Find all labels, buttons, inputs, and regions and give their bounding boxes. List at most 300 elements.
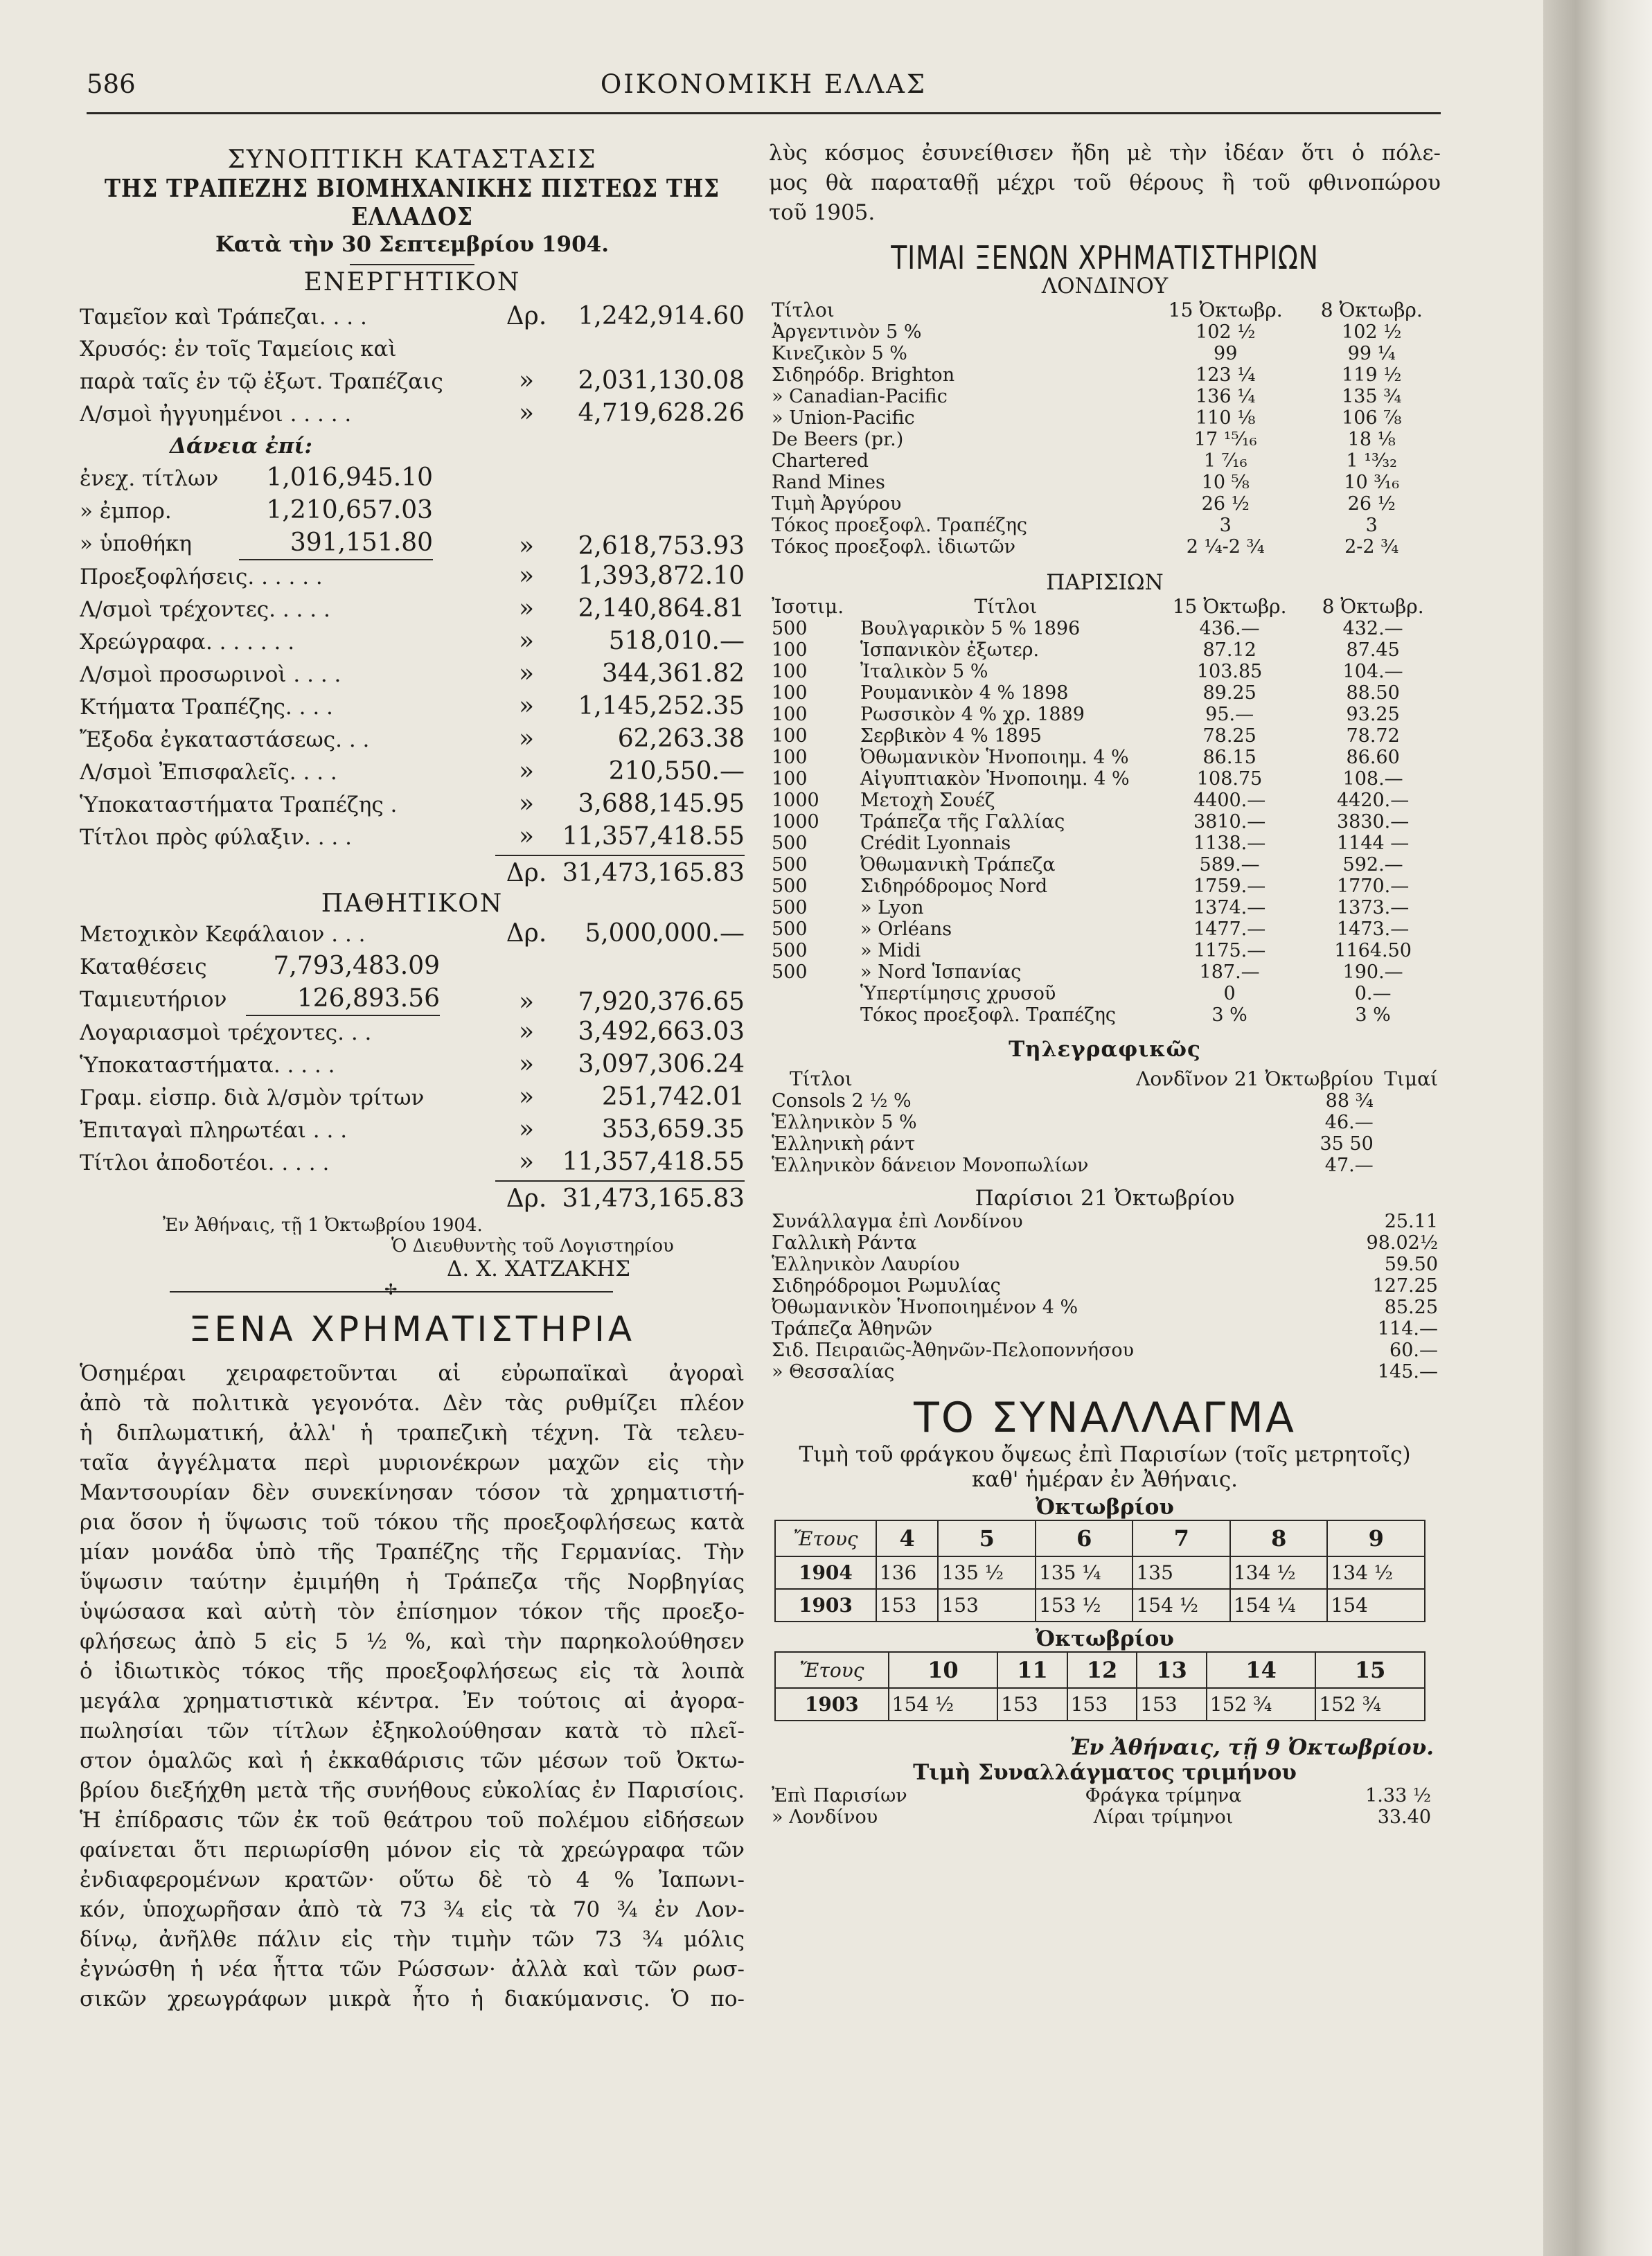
row-marker: Δρ.	[506, 302, 547, 330]
year-cell: 1903	[775, 1589, 876, 1622]
year-header: Ἔτους	[775, 1652, 889, 1688]
article-continuation	[769, 139, 1441, 228]
signer-role: Ὁ Διευθυντὴς τοῦ Λογιστηρίου	[391, 1236, 674, 1256]
sub-label: » ἐμπορ.	[80, 499, 172, 524]
exchange-subtitle-1: Τιμὴ τοῦ φράγκου ὄψεως ἐπὶ Παρισίων (τοῖς μετρητοῖς)	[799, 1442, 1411, 1467]
table-cell: Ρωσσικὸν 4 % χρ. 1889	[860, 704, 1085, 725]
value-cell: 135 ¼	[1036, 1556, 1133, 1589]
row-value: 353,659.35	[601, 1115, 745, 1144]
table-row	[769, 639, 1441, 661]
table-cell: 35 50	[1320, 1133, 1374, 1155]
row-label: Λ/σμοὶ προσωρινοὶ . . . .	[80, 662, 341, 687]
table-cell: 136 ¼	[1196, 386, 1256, 407]
statement-row	[80, 1146, 745, 1179]
row-value: 344,361.82	[601, 659, 745, 688]
article-line: Ὁσημέραι χειραφετοῦνται αἱ εὐρωπαϊκαὶ ἀγοραὶ	[80, 1361, 745, 1386]
loans-total-marker: »	[518, 532, 535, 560]
value-cell: 154 ¼	[1230, 1589, 1328, 1622]
table-cell: Ὑπερτίμησις χρυσοῦ	[860, 983, 1056, 1004]
table-cell: » Orléans	[860, 918, 952, 940]
table-cell: Τράπεζα Ἀθηνῶν	[772, 1318, 933, 1340]
table-cell: 87.12	[1202, 639, 1256, 661]
table-row	[775, 1556, 1425, 1589]
row-value: 2,031,130.08	[578, 366, 745, 395]
table-cell: 135 ¾	[1342, 386, 1402, 407]
table-row	[769, 854, 1441, 876]
col-header: 8 Ὀκτωβρ.	[1320, 299, 1423, 321]
table-cell: Τράπεζα τῆς Γαλλίας	[860, 811, 1065, 833]
article-line: Ἡ ἐπίδρασις τῶν ἐκ τοῦ θεάτρου τοῦ πολέμου εἰδήσεων	[80, 1808, 745, 1833]
divider	[350, 264, 474, 265]
right-column	[769, 139, 1441, 1828]
table-row	[769, 1275, 1441, 1297]
exchange-table-1	[774, 1520, 1425, 1622]
table-cell: 1473.—	[1336, 918, 1410, 940]
table-cell: 78.72	[1346, 725, 1400, 747]
value-cell: 154 ½	[889, 1688, 998, 1721]
row-marker: »	[518, 1083, 535, 1111]
value-cell: 135	[1133, 1556, 1230, 1589]
liab-total-marker: Δρ.	[506, 1184, 547, 1213]
article-line: φαίνεται ὅτι περιωρίσθη μόνον εἰς τὰ χρεώγραφα τῶν	[80, 1838, 745, 1863]
article-line: μος θὰ παραταθῇ μέχρι τοῦ θέρους ἢ τοῦ φθινοπώρου	[769, 170, 1441, 195]
row-value: 210,550.—	[608, 757, 745, 785]
statement-row	[80, 301, 745, 333]
day-header: 13	[1137, 1652, 1207, 1688]
assets-total-value: 31,473,165.83	[562, 859, 745, 887]
table-cell: 85.25	[1384, 1297, 1438, 1318]
table-cell: Rand Mines	[772, 472, 885, 493]
article-body	[80, 1359, 745, 2014]
liabilities-heading: ΠΑΘΗΤΙΚΟΝ	[321, 889, 504, 918]
article-line: φλήσεως ἀπὸ 5 εἰς 5 ½ %, καὶ τὴν παρηκολούθησεν	[80, 1629, 745, 1654]
table-cell	[769, 983, 858, 1004]
table-row	[769, 1254, 1441, 1275]
col-header: 8 Ὀκτωβρ.	[1322, 595, 1424, 618]
row-marker: »	[518, 1115, 535, 1144]
table-cell: Τόκος προεξοφλ. Τραπέζης	[860, 1004, 1117, 1026]
table-cell: 59.50	[1384, 1254, 1438, 1275]
article-line: ἐγνώσθη ἡ νέα ἧττα τῶν Ρώσσων· ἀλλὰ καὶ τῶν ρωσ-	[80, 1957, 745, 1982]
statement-row	[80, 1081, 745, 1114]
day-header: 6	[1036, 1520, 1133, 1556]
table-cell: 1175.—	[1193, 940, 1266, 961]
signer-name: Δ. Χ. ΧΑΤΖΑΚΗΣ	[447, 1256, 631, 1281]
table-cell: 500	[772, 876, 808, 897]
statement-row	[80, 821, 745, 853]
london-table	[769, 299, 1441, 558]
statement-date: Κατὰ τὴν 30 Σεπτεμβρίου 1904.	[215, 232, 610, 257]
row-value: 5,000,000.—	[585, 919, 745, 948]
row-value: 3,688,145.95	[578, 790, 745, 818]
table-row	[769, 961, 1441, 983]
table-cell: 26 ½	[1347, 493, 1396, 515]
exchange-month-2: Ὀκτωβρίου	[1036, 1626, 1174, 1651]
table-cell: Σερβικὸν 4 % 1895	[860, 725, 1042, 747]
table-row	[769, 768, 1441, 790]
table-cell: Ἀργεντινὸν 5 %	[772, 321, 922, 343]
sub-label: ἐνεχ. τίτλων	[80, 466, 219, 491]
row-value: 4,719,628.26	[578, 399, 745, 427]
article-line: στον ὁμαλῶς καὶ ἡ ἐκκαθάρισις τῶν μέσων τοῦ Ὀκτω-	[80, 1748, 745, 1773]
article-line: δίνῳ, ἀνῆλθε πάλιν εἰς τὴν τιμὴν τῶν 73 ¾ μόλις	[80, 1927, 745, 1952]
table-cell: 1144 —	[1336, 833, 1410, 854]
value-cell: 154 ½	[1133, 1589, 1230, 1622]
assets-list	[80, 301, 745, 430]
table-cell: Ρουμανικὸν 4 % 1898	[860, 682, 1069, 704]
table-cell: 1164.50	[1334, 940, 1412, 961]
row-value: 251,742.01	[601, 1083, 745, 1111]
article-line: μεγάλα χρηματιστικὰ κέντρα. Ἐν τούτοις αἱ ἀγορα-	[80, 1689, 745, 1714]
next-page-edge	[1543, 0, 1652, 2256]
row-marker: »	[518, 659, 535, 688]
table-row	[769, 536, 1441, 558]
table-cell: 145.—	[1377, 1361, 1438, 1383]
table-row	[769, 876, 1441, 897]
table-cell: 1138.—	[1193, 833, 1266, 854]
value-cell: 153	[938, 1589, 1036, 1622]
table-row	[769, 1155, 1441, 1176]
row-marker: »	[518, 366, 535, 395]
table-cell: 18 ⅛	[1347, 429, 1396, 450]
article-line: λὺς κόσμος ἐσυνείθισεν ἤδη μὲ τὴν ἰδέαν ὅτι ὁ πόλε-	[769, 141, 1441, 166]
row-label: Λ/σμοὶ Ἐπισφαλεῖς. . . .	[80, 760, 337, 785]
row-label: Προεξοφλήσεις. . . . . .	[80, 565, 323, 589]
table-row	[769, 940, 1441, 961]
table-cell: 110 ⅛	[1196, 407, 1256, 429]
row-marker: »	[518, 399, 535, 427]
value-cell: 152 ¾	[1207, 1688, 1316, 1721]
table-cell: Σιδ. Πειραιῶς-Ἀθηνῶν-Πελοποννήσου	[772, 1340, 1135, 1361]
table-cell: 46.—	[1324, 1112, 1374, 1133]
article-line: μίαν μονάδα ὑπὸ τῆς Τραπέζης τῆς Γερμανίας. Τὴν	[80, 1540, 745, 1565]
row-marker: »	[518, 1148, 535, 1176]
table-cell: 108.—	[1342, 768, 1403, 790]
col-header: Τίτλοι	[974, 595, 1038, 618]
table-cell: » Midi	[860, 940, 921, 961]
article-line: ὑψώσασα καὶ αὐτὴ τὸν ἐπίσημον τόκον τῆς προεξο-	[80, 1599, 745, 1624]
row-value: 1,242,914.60	[578, 302, 745, 330]
row-value: 3,097,306.24	[578, 1050, 745, 1078]
exchange-title: ΤΟ ΣΥΝΑΛΛΑΓΜΑ	[914, 1394, 1296, 1442]
table-cell: 100	[772, 768, 808, 790]
row-label: Τίτλοι πρὸς φύλαξιν. . . .	[80, 825, 352, 850]
exchange-month-1: Ὀκτωβρίου	[1036, 1495, 1174, 1520]
table-row	[769, 407, 1441, 429]
table-cell: 114.—	[1377, 1318, 1438, 1340]
article-line: κόν, ὑποχωρῆσαν ἀπὸ τὰ 73 ¾ εἰς τὰ 70 ¾ ἐν Λον-	[80, 1897, 745, 1922]
row-label: Λ/σμοὶ τρέχοντες. . . . .	[80, 597, 330, 622]
col-header: Ἰσοτιμ.	[772, 595, 844, 618]
table-cell: 1373.—	[1336, 897, 1410, 918]
sub-label: » ὑποθήκη	[80, 531, 192, 556]
row-marker: »	[518, 1050, 535, 1078]
table-cell: Τόκος προεξοφλ. ἰδιωτῶν	[772, 536, 1016, 558]
table-cell: 108.75	[1196, 768, 1263, 790]
table-cell: 93.25	[1346, 704, 1400, 725]
table-cell: 500	[772, 618, 808, 639]
table-row	[769, 1361, 1441, 1383]
table-row	[775, 1589, 1425, 1622]
table-cell: 100	[772, 661, 808, 682]
row-marker: »	[518, 562, 535, 590]
table-cell: 33.40	[1377, 1806, 1431, 1828]
table-cell: 3810.—	[1193, 811, 1266, 833]
statement-row	[80, 756, 745, 788]
row-value: 2,140,864.81	[578, 594, 745, 623]
table-cell: Σιδηρόδρομοι Ρωμυλίας	[772, 1275, 1001, 1297]
table-cell: Σιδηρόδρομος Nord	[860, 876, 1048, 897]
table-cell: » Union-Pacific	[772, 407, 915, 429]
table-row	[769, 450, 1441, 472]
statement-row	[80, 560, 745, 593]
value-cell: 154	[1327, 1589, 1425, 1622]
statement-row	[80, 691, 745, 723]
table-cell: 3	[1219, 515, 1232, 536]
table-cell: » Nord Ἱσπανίας	[860, 961, 1022, 983]
sub-value: 126,893.56	[246, 983, 440, 1016]
row-marker: »	[518, 594, 535, 623]
paris-telegraph-heading: Παρίσιοι 21 Ὀκτωβρίου	[975, 1186, 1235, 1211]
row-marker: »	[518, 692, 535, 720]
article-line: ἀπὸ τὰ πολιτικὰ γεγονότα. Δὲν τὰς ρυθμίζει πλέον	[80, 1391, 745, 1416]
sub-value: 7,793,483.09	[273, 952, 440, 980]
exchange-place-date: Ἐν Ἀθήναις, τῇ 9 Ὀκτωβρίου.	[1069, 1735, 1434, 1760]
exchange-table-2	[774, 1651, 1425, 1721]
table-row	[769, 1090, 1441, 1112]
table-cell: Ἑλληνικὸν δάνειον Μονοπωλίων	[772, 1155, 1089, 1176]
table-cell: Ἐπὶ Παρισίων	[772, 1785, 907, 1806]
three-month-heading: Τιμὴ Συναλλάγματος τριμήνου	[913, 1760, 1297, 1785]
paris-telegraph-table	[769, 1211, 1441, 1383]
row-label: Ὑποκαταστήματα. . . . .	[80, 1053, 335, 1078]
table-row	[769, 386, 1441, 407]
row-marker: »	[518, 725, 535, 753]
row-label: Γραμ. εἰσπρ. διὰ λ/σμὸν τρίτων	[80, 1085, 425, 1110]
table-cell: Σιδηρόδρ. Brighton	[772, 364, 955, 386]
col-header: 15 Ὀκτωβρ.	[1168, 299, 1283, 321]
day-header: 12	[1067, 1652, 1137, 1688]
table-cell: 87.45	[1346, 639, 1400, 661]
liabilities-total	[80, 1183, 745, 1215]
header-rule	[87, 112, 1441, 114]
table-cell: 10 ⅝	[1201, 472, 1250, 493]
table-cell: 1.33 ½	[1365, 1785, 1431, 1806]
row-label: παρὰ ταῖς ἐν τῷ ἐξωτ. Τραπέζαις	[80, 369, 443, 394]
table-row	[769, 493, 1441, 515]
table-cell: 26 ½	[1201, 493, 1250, 515]
table-row	[769, 1297, 1441, 1318]
day-header: 15	[1315, 1652, 1425, 1688]
row-label: Χρυσός: ἐν τοῖς Ταμείοις καὶ	[80, 337, 397, 362]
table-row	[769, 747, 1441, 768]
year-cell: 1903	[775, 1688, 889, 1721]
table-row	[769, 321, 1441, 343]
col-header: Τιμαί	[1384, 1067, 1438, 1090]
table-cell: » Λονδίνου	[772, 1806, 878, 1828]
table-row	[769, 1133, 1441, 1155]
table-cell: Κινεζικὸν 5 %	[772, 343, 907, 364]
statement-row	[80, 918, 745, 950]
table-row	[769, 515, 1441, 536]
total-rule	[495, 855, 745, 856]
col-header: 15 Ὀκτωβρ.	[1172, 595, 1287, 618]
day-header: 14	[1207, 1652, 1316, 1688]
article-line: ταῖα ἀγγέλματα περὶ μυριονέκρων μαχῶν εἰς τὴν	[80, 1450, 745, 1475]
statement-title: ΣΥΝΟΠΤΙΚΗ ΚΑΤΑΣΤΑΣΙΣ	[227, 145, 597, 174]
table-row	[769, 790, 1441, 811]
table-row	[769, 725, 1441, 747]
table-cell: Ἑλληνικὸν Λαυρίου	[772, 1254, 960, 1275]
table-row	[769, 1232, 1441, 1254]
table-cell: 100	[772, 704, 808, 725]
table-cell: 500	[772, 854, 808, 876]
col-header: Λονδῖνον 21 Ὀκτωβρίου	[1136, 1067, 1374, 1090]
ornament-divider: ✢	[80, 1281, 745, 1302]
table-cell: Αἰγυπτιακὸν Ἡνοποιημ. 4 %	[860, 768, 1130, 790]
table-cell: » Canadian-Pacific	[772, 386, 948, 407]
table-row	[769, 1318, 1441, 1340]
day-header: 4	[876, 1520, 939, 1556]
statement-subtitle: ΤΗΣ ΤΡΑΠΕΖΗΣ ΒΙΟΜΗΧΑΝΙΚΗΣ ΠΙΣΤΕΩΣ ΤΗΣ ΕΛΛΑΔΟΣ	[104, 174, 720, 232]
paris-heading: ΠΑΡΙΣΙΩΝ	[1046, 570, 1164, 595]
row-value: 518,010.—	[608, 627, 745, 655]
table-cell: Μετοχὴ Σουέζ	[860, 790, 995, 811]
table-cell: 589.—	[1199, 854, 1260, 876]
row-value: 3,492,663.03	[578, 1018, 745, 1046]
table-cell: 98.02½	[1366, 1232, 1438, 1254]
table-cell: 99 ¼	[1347, 343, 1396, 364]
statement-row	[80, 398, 745, 430]
table-cell: 123 ¼	[1196, 364, 1256, 386]
article-line: ἡ διπλωματική, ἀλλ' ἡ τραπεζικὴ τέχνη. Τὰ τελευ-	[80, 1421, 745, 1446]
day-header: 10	[889, 1652, 998, 1688]
table-cell: 60.—	[1389, 1340, 1438, 1361]
article-title: ΞΕΝΑ ΧΡΗΜΑΤΙΣΤΗΡΙΑ	[188, 1309, 636, 1349]
row-label: Ἔξοδα ἐγκαταστάσεως. . .	[80, 727, 370, 752]
article-line: Μαντσουρίαν δὲν συνεκίνησαν τόσον τὰ χρηματιστή-	[80, 1480, 745, 1505]
table-cell: 100	[772, 682, 808, 704]
loans-total-value: 2,618,753.93	[578, 532, 745, 560]
table-cell: 17 ¹⁵⁄₁₆	[1193, 429, 1257, 450]
table-cell: 89.25	[1202, 682, 1256, 704]
table-cell: 1374.—	[1193, 897, 1266, 918]
sub-row	[80, 950, 745, 983]
table-cell: 3	[1365, 515, 1378, 536]
table-cell: 1000	[772, 790, 819, 811]
day-header: 7	[1133, 1520, 1230, 1556]
table-cell: 4420.—	[1336, 790, 1410, 811]
telegraph-table	[769, 1067, 1441, 1176]
table-cell: 88.50	[1346, 682, 1400, 704]
year-cell: 1904	[775, 1556, 876, 1589]
table-cell: 500	[772, 833, 808, 854]
table-row	[769, 1004, 1441, 1026]
value-cell: 152 ¾	[1315, 1688, 1425, 1721]
table-cell: Φράγκα τρίμηνα	[1085, 1785, 1242, 1806]
table-row	[769, 1806, 1434, 1828]
statement-row	[80, 723, 745, 756]
article-line: σικῶν χρεωγράφων μικρὰ ἦτο ἡ διακύμανσις. Ὁ πο-	[80, 1987, 745, 2011]
row-label: Χρεώγραφα. . . . . . .	[80, 630, 295, 655]
table-cell: 1000	[772, 811, 819, 833]
table-cell: 190.—	[1342, 961, 1403, 983]
loans-heading: Δάνεια ἐπί:	[170, 434, 312, 459]
table-row	[769, 897, 1441, 918]
table-cell: » Θεσσαλίας	[772, 1361, 895, 1383]
day-header: 9	[1327, 1520, 1425, 1556]
value-cell: 153	[1067, 1688, 1137, 1721]
table-cell: Γαλλικὴ Ράντα	[772, 1232, 917, 1254]
table-cell: Βουλγαρικὸν 5 % 1896	[860, 618, 1081, 639]
table-cell: Ἑλληνικὴ ράντ	[772, 1133, 916, 1155]
row-label: Ταμεῖον καὶ Τράπεζαι. . . .	[80, 305, 367, 330]
table-cell: 436.—	[1199, 618, 1260, 639]
row-marker: »	[518, 757, 535, 785]
row-label: Λ/σμοὶ ἠγγυημένοι . . . . .	[80, 402, 352, 427]
value-cell: 136	[876, 1556, 939, 1589]
table-row	[769, 1112, 1441, 1133]
table-cell: 1770.—	[1336, 876, 1410, 897]
table-cell: Ἱσπανικὸν ἐξωτερ.	[860, 639, 1040, 661]
table-cell: 187.—	[1199, 961, 1260, 983]
article-line: ὕψωσιν ταύτην ἐμιμήθη ἡ Τράπεζα τῆς Νορβηγίας	[80, 1570, 745, 1595]
table-cell: 500	[772, 918, 808, 940]
table-row	[769, 1340, 1441, 1361]
table-cell: 2-2 ¾	[1344, 536, 1399, 558]
assets-heading: ΕΝΕΡΓΗΤΙΚΟΝ	[303, 268, 521, 296]
row-label: Τίτλοι ἀποδοτέοι. . . . .	[80, 1151, 330, 1175]
deposits-total-value: 7,920,376.65	[578, 988, 745, 1016]
table-cell: 0	[1223, 983, 1236, 1004]
sub-row	[80, 462, 745, 495]
table-row	[769, 682, 1441, 704]
assets-list-2	[80, 560, 745, 853]
table-cell: 86.15	[1202, 747, 1256, 768]
value-cell: 134 ½	[1327, 1556, 1425, 1589]
year-header: Ἔτους	[775, 1520, 876, 1556]
paris-table	[769, 595, 1441, 1026]
liabilities-list	[80, 918, 745, 950]
row-value: 11,357,418.55	[562, 1148, 745, 1176]
table-row	[769, 811, 1441, 833]
value-cell: 153 ½	[1036, 1589, 1133, 1622]
prices-title: ΤΙΜΑΙ ΞΕΝΩΝ ΧΡΗΜΑΤΙΣΤΗΡΙΩΝ	[891, 239, 1319, 276]
row-label: Μετοχικὸν Κεφάλαιον . . .	[80, 922, 366, 947]
deposits-total-marker: »	[518, 988, 535, 1016]
table-cell: » Lyon	[860, 897, 924, 918]
table-cell: Τόκος προεξοφλ. Τραπέζης	[772, 515, 1028, 536]
row-label: Λογαριασμοὶ τρέχοντες. . .	[80, 1020, 372, 1045]
table-row	[769, 618, 1441, 639]
sub-value: 1,016,945.10	[266, 463, 433, 492]
table-cell: 2 ¼-2 ¾	[1186, 536, 1265, 558]
table-cell: 432.—	[1342, 618, 1403, 639]
table-row	[769, 429, 1441, 450]
table-cell: 4400.—	[1193, 790, 1266, 811]
page-header	[87, 69, 1441, 111]
table-row	[775, 1688, 1425, 1721]
table-cell: 100	[772, 747, 808, 768]
article-line: τοῦ 1905.	[769, 200, 876, 225]
table-cell: 100	[772, 725, 808, 747]
table-row	[769, 833, 1441, 854]
article-line: πωλησίαι τῶν τίτλων ἐξηκολούθησαν κατὰ τὸ πλεῖ-	[80, 1718, 745, 1743]
table-cell: 106 ⅞	[1342, 407, 1402, 429]
statement-place-date: Ἐν Ἀθήναις, τῇ 1 Ὀκτωβρίου 1904.	[163, 1215, 483, 1236]
running-title: ΟΙΚΟΝΟΜΙΚΗ ΕΛΛΑΣ	[600, 69, 927, 99]
table-cell: Crédit Lyonnais	[860, 833, 1011, 854]
